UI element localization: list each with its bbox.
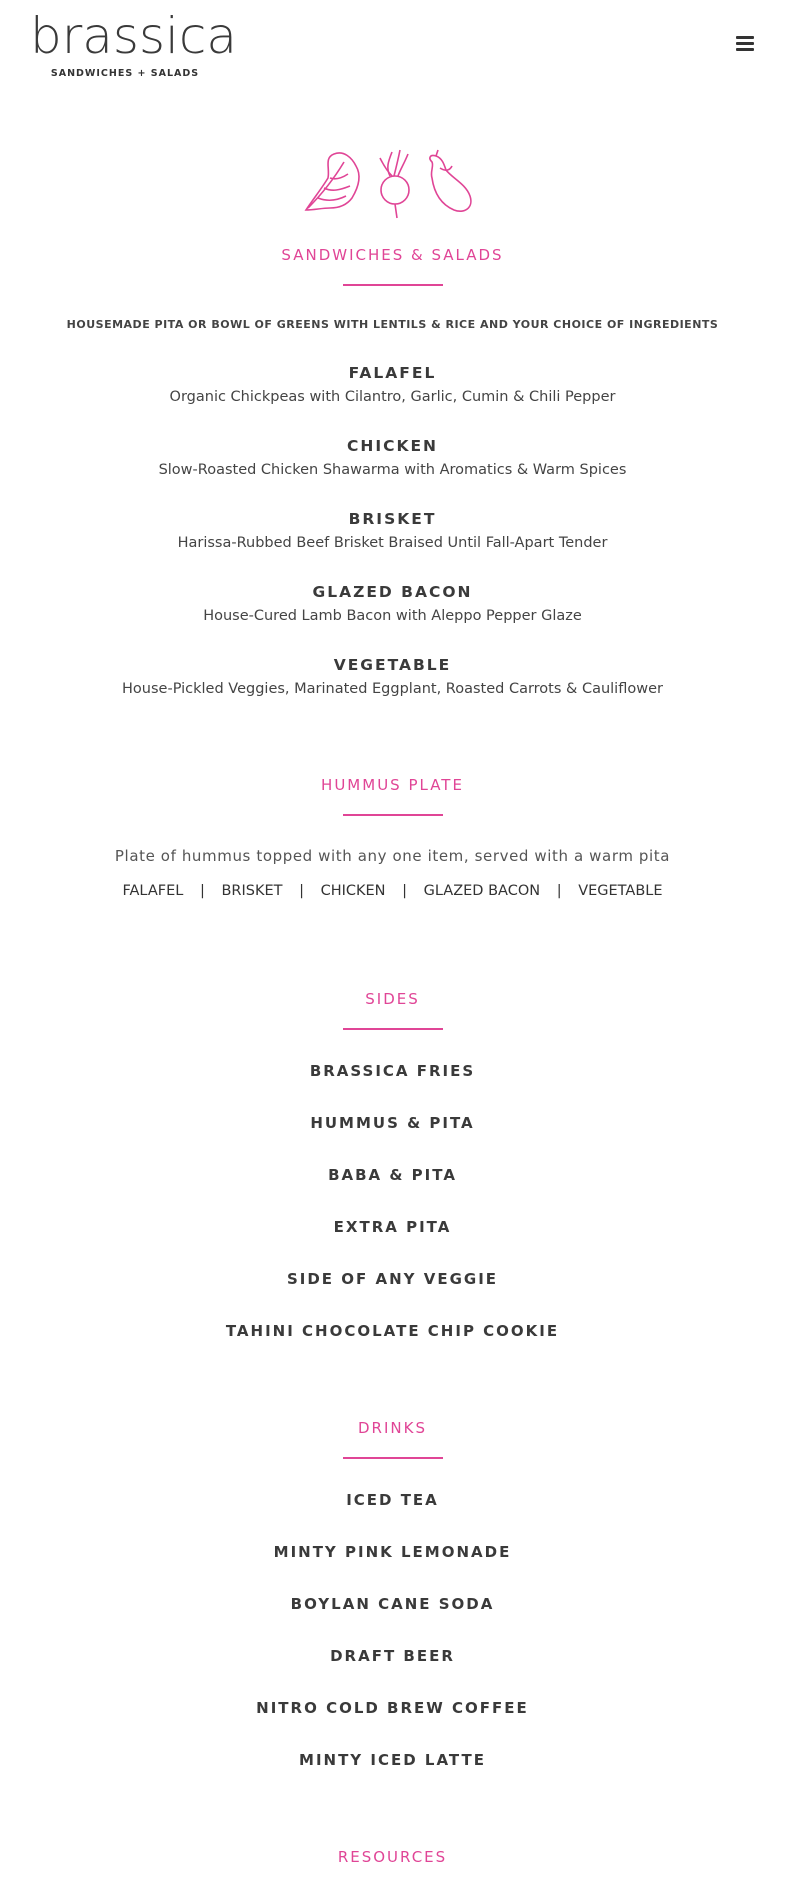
hummus-options bbox=[0, 883, 785, 899]
menu-item-desc: Slow-Roasted Chicken Shawarma with Aromatics & Warm Spices bbox=[158, 462, 627, 478]
menu-item-desc: Harissa-Rubbed Beef Brisket Braised Until Fall-Apart Tender bbox=[177, 535, 608, 551]
hummus-section-title: HUMMUS PLATE bbox=[321, 776, 464, 794]
menu-item-desc: Organic Chickpeas with Cilantro, Garlic, Cumin & Chili Pepper bbox=[169, 389, 616, 405]
side-item: BRASSICA FRIES bbox=[309, 1062, 476, 1080]
drink-item: NITRO COLD BREW COFFEE bbox=[256, 1699, 529, 1717]
kale-icon bbox=[306, 153, 359, 210]
hummus-option: FALAFEL bbox=[122, 883, 184, 899]
hummus-divider bbox=[343, 814, 443, 816]
drinks-section-title: DRINKS bbox=[358, 1419, 427, 1437]
hummus-plate-desc: Plate of hummus topped with any one item, served with a warm pita bbox=[114, 847, 671, 865]
beet-icon bbox=[380, 150, 409, 218]
option-separator: | bbox=[199, 883, 205, 899]
hummus-option: BRISKET bbox=[221, 883, 283, 899]
sandwiches-divider bbox=[343, 284, 443, 286]
eggplant-icon bbox=[430, 150, 471, 211]
hummus-option: CHICKEN bbox=[320, 883, 386, 899]
menu-item-name: FALAFEL bbox=[348, 364, 437, 382]
sides-divider bbox=[343, 1028, 443, 1030]
side-item: SIDE OF ANY VEGGIE bbox=[286, 1270, 499, 1288]
menu-item-desc: House-Cured Lamb Bacon with Aleppo Pepper Glaze bbox=[203, 608, 582, 624]
resources-section-title: RESOURCES bbox=[337, 1848, 448, 1866]
vegetable-illustrations bbox=[300, 148, 480, 220]
site-header bbox=[0, 0, 785, 110]
drink-item: DRAFT BEER bbox=[330, 1647, 455, 1665]
drink-item: MINTY ICED LATTE bbox=[299, 1751, 486, 1769]
drinks-divider bbox=[343, 1457, 443, 1459]
menu-item-name: CHICKEN bbox=[346, 437, 439, 455]
drink-item: BOYLAN CANE SODA bbox=[290, 1595, 495, 1613]
menu-item-desc: House-Pickled Veggies, Marinated Eggplant, Roasted Carrots & Cauliflower bbox=[122, 681, 663, 697]
side-item: HUMMUS & PITA bbox=[310, 1114, 475, 1132]
side-item: BABA & PITA bbox=[328, 1166, 457, 1184]
menu-item-name: VEGETABLE bbox=[333, 656, 452, 674]
hummus-option: GLAZED BACON bbox=[423, 883, 541, 899]
sides-section-title: SIDES bbox=[365, 990, 420, 1008]
menu-item-name: BRISKET bbox=[348, 510, 437, 528]
logo-tagline: SANDWICHES + SALADS bbox=[50, 68, 200, 79]
logo-wordmark: brassica bbox=[30, 7, 238, 65]
drink-item: ICED TEA bbox=[346, 1491, 439, 1509]
hamburger-menu-icon[interactable] bbox=[736, 36, 754, 52]
sandwiches-section-title: SANDWICHES & SALADS bbox=[281, 246, 504, 264]
option-separator: | bbox=[299, 883, 304, 899]
menu-item-name: GLAZED BACON bbox=[312, 583, 473, 601]
hummus-option: VEGETABLE bbox=[578, 883, 663, 899]
side-item: EXTRA PITA bbox=[333, 1218, 452, 1236]
brassica-logo[interactable] bbox=[30, 7, 238, 79]
side-item: TAHINI CHOCOLATE CHIP COOKIE bbox=[225, 1322, 560, 1340]
sandwiches-intro: HOUSEMADE PITA OR BOWL OF GREENS WITH LENTILS & RICE AND YOUR CHOICE OF INGREDIENTS bbox=[66, 318, 719, 331]
option-separator: | bbox=[556, 883, 562, 899]
drink-item: MINTY PINK LEMONADE bbox=[273, 1543, 512, 1561]
option-separator: | bbox=[402, 883, 408, 899]
